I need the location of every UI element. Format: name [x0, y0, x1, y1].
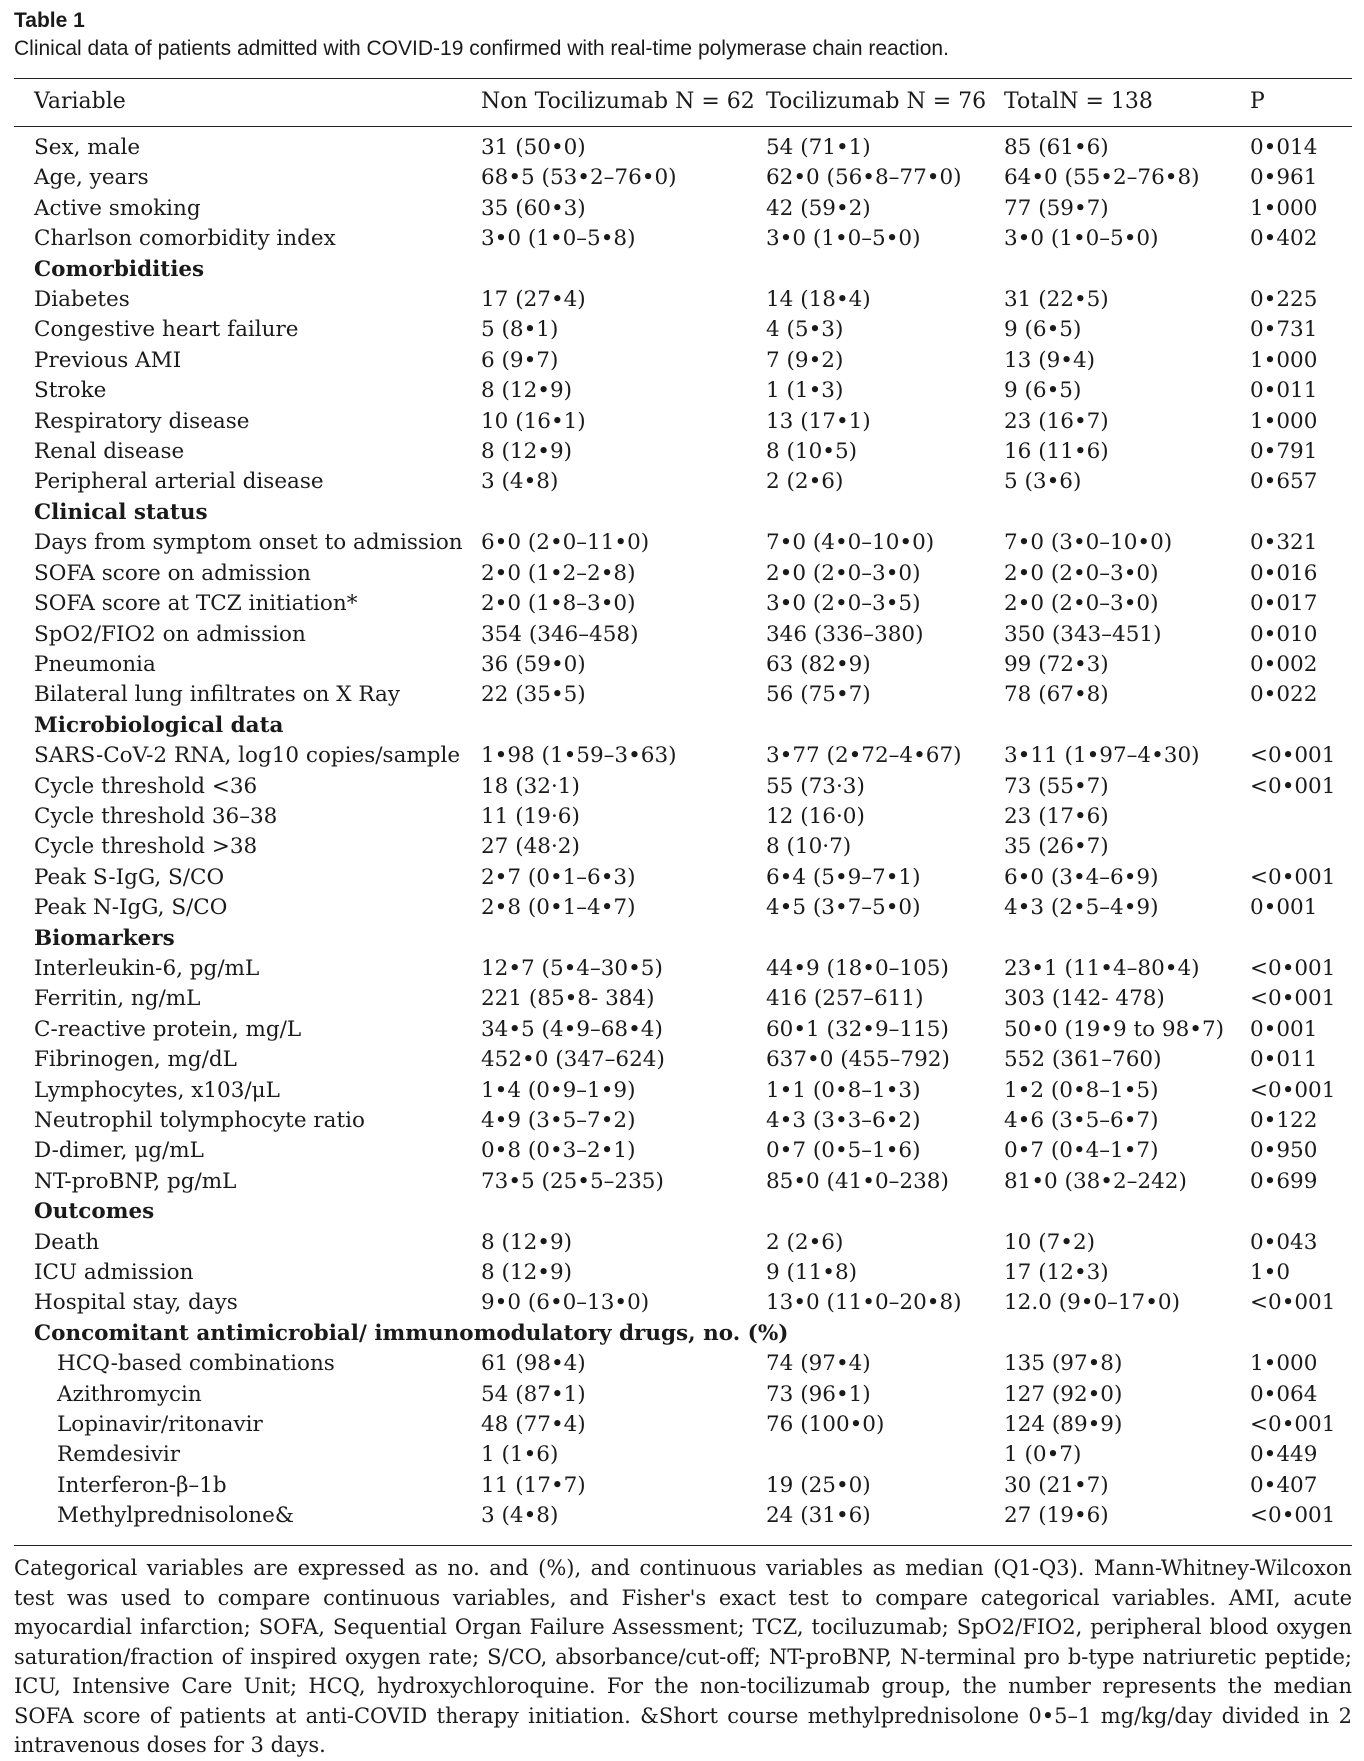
- table-row: [14, 589, 1352, 619]
- cell-tocilizumab: 54 (71•1): [766, 135, 871, 160]
- cell-tocilizumab: 73 (96•1): [766, 1381, 871, 1407]
- cell-tocilizumab: 13 (17•1): [766, 408, 871, 434]
- header-total: TotalN = 138: [1004, 89, 1153, 114]
- table-row: [14, 650, 1352, 680]
- cell-p-value: <0•001: [1250, 1412, 1336, 1438]
- cell-variable: Azithromycin: [57, 1381, 202, 1407]
- cell-p-value: 0•407: [1250, 1472, 1318, 1498]
- cell-variable: NT-proBNP, pg/mL: [34, 1168, 237, 1194]
- cell-variable: Interleukin-6, pg/mL: [34, 955, 260, 981]
- cell-total: 78 (67•8): [1004, 682, 1109, 708]
- cell-variable: Comorbidities: [34, 256, 205, 282]
- cell-variable: Hospital stay, days: [34, 1290, 238, 1316]
- cell-non-tocilizumab: 9•0 (6•0–13•0): [481, 1290, 650, 1316]
- cell-total: 135 (97•8): [1004, 1351, 1123, 1377]
- cell-non-tocilizumab: 61 (98•4): [481, 1351, 586, 1377]
- cell-tocilizumab: 42 (59•2): [766, 195, 871, 221]
- cell-total: 30 (21•7): [1004, 1472, 1109, 1498]
- cell-variable: Microbiological data: [34, 712, 284, 738]
- table-row: [14, 680, 1352, 710]
- cell-variable: HCQ-based combinations: [57, 1351, 335, 1377]
- cell-variable: Renal disease: [34, 439, 185, 465]
- cell-non-tocilizumab: 3•0 (1•0–5•8): [481, 226, 636, 252]
- cell-p-value: 0•017: [1250, 591, 1318, 617]
- cell-variable: Previous AMI: [34, 347, 182, 373]
- cell-tocilizumab: 346 (336–380): [766, 621, 924, 647]
- cell-variable: ICU admission: [34, 1260, 194, 1286]
- cell-p-value: 0•016: [1250, 560, 1318, 586]
- cell-total: 73 (55•7): [1004, 773, 1109, 799]
- cell-p-value: 0•001: [1250, 895, 1318, 921]
- cell-p-value: 0•014: [1250, 135, 1318, 160]
- cell-total: 350 (343–451): [1004, 621, 1162, 647]
- cell-variable: Biomarkers: [34, 925, 175, 951]
- cell-variable: Active smoking: [34, 195, 201, 221]
- cell-non-tocilizumab: 1•4 (0•9–1•9): [481, 1077, 636, 1103]
- table-row: [14, 559, 1352, 589]
- cell-p-value: 0•961: [1250, 165, 1318, 191]
- cell-tocilizumab: 12 (16·0): [766, 803, 865, 829]
- cell-total: 35 (26•7): [1004, 834, 1109, 860]
- cell-non-tocilizumab: 36 (59•0): [481, 651, 586, 677]
- cell-p-value: <0•001: [1250, 864, 1336, 890]
- table-row: [14, 467, 1352, 497]
- cell-non-tocilizumab: 3 (4•8): [481, 469, 559, 495]
- cell-tocilizumab: 637•0 (455–792): [766, 1047, 950, 1073]
- cell-tocilizumab: 2 (2•6): [766, 469, 844, 495]
- cell-p-value: 0•657: [1250, 469, 1318, 495]
- table-row: [14, 802, 1352, 832]
- table-row: [14, 163, 1352, 193]
- header-variable: Variable: [34, 89, 126, 114]
- cell-variable: Death: [34, 1229, 100, 1255]
- cell-variable: Outcomes: [34, 1199, 155, 1225]
- cell-total: 10 (7•2): [1004, 1229, 1096, 1255]
- cell-variable: Interferon-β–1b: [57, 1472, 227, 1498]
- cell-tocilizumab: 60•1 (32•9–115): [766, 1016, 949, 1042]
- cell-p-value: 0•002: [1250, 651, 1318, 677]
- cell-total: 81•0 (38•2–242): [1004, 1168, 1187, 1194]
- cell-tocilizumab: 63 (82•9): [766, 651, 871, 677]
- section-header-row: [14, 255, 1352, 285]
- table-row: [14, 315, 1352, 345]
- table-caption: Clinical data of patients admitted with COVID-19 confirmed with real-time polymerase chain reaction.: [14, 37, 949, 60]
- cell-variable: Stroke: [34, 378, 107, 404]
- cell-tocilizumab: 2•0 (2•0–3•0): [766, 560, 921, 586]
- cell-p-value: 0•791: [1250, 439, 1318, 465]
- cell-non-tocilizumab: 11 (17•7): [481, 1472, 586, 1498]
- cell-non-tocilizumab: 1 (1•6): [481, 1442, 559, 1468]
- cell-non-tocilizumab: 68•5 (53•2–76•0): [481, 165, 677, 191]
- table-row: [14, 954, 1352, 984]
- table-row: [14, 1076, 1352, 1106]
- cell-total: 23 (17•6): [1004, 803, 1109, 829]
- cell-variable: Cycle threshold <36: [34, 773, 258, 799]
- cell-total: 31 (22•5): [1004, 287, 1109, 313]
- header-non-tocilizumab: Non Tocilizumab N = 62: [481, 89, 755, 114]
- cell-total: 4•6 (3•5–6•7): [1004, 1108, 1159, 1133]
- table-row: [14, 376, 1352, 406]
- header-tocilizumab: Tocilizumab N = 76: [766, 89, 987, 114]
- table-row: [14, 285, 1352, 315]
- cell-total: 9 (6•5): [1004, 378, 1082, 404]
- bottom-rule: [14, 1545, 1352, 1546]
- cell-variable: Neutrophil tolymphocyte ratio: [34, 1108, 365, 1133]
- cell-tocilizumab: 4•3 (3•3–6•2): [766, 1108, 921, 1133]
- cell-tocilizumab: 13•0 (11•0–20•8): [766, 1290, 962, 1316]
- cell-total: 7•0 (3•0–10•0): [1004, 530, 1173, 556]
- cell-p-value: 0•022: [1250, 682, 1318, 708]
- cell-p-value: 1•000: [1250, 195, 1318, 221]
- cell-p-value: <0•001: [1250, 986, 1336, 1012]
- header-rule: [14, 126, 1352, 127]
- cell-p-value: 0•225: [1250, 287, 1318, 313]
- header-p: P: [1250, 89, 1265, 114]
- cell-tocilizumab: 3•0 (2•0–3•5): [766, 591, 921, 617]
- cell-non-tocilizumab: 73•5 (25•5–235): [481, 1168, 664, 1194]
- cell-non-tocilizumab: 48 (77•4): [481, 1412, 586, 1438]
- table-row: [14, 620, 1352, 650]
- cell-non-tocilizumab: 221 (85•8- 384): [481, 986, 655, 1012]
- cell-p-value: 1•000: [1250, 1351, 1318, 1377]
- cell-tocilizumab: 14 (18•4): [766, 287, 871, 313]
- cell-p-value: <0•001: [1250, 743, 1336, 769]
- cell-variable: Congestive heart failure: [34, 317, 299, 343]
- cell-p-value: <0•001: [1250, 1290, 1336, 1316]
- cell-total: 552 (361–760): [1004, 1047, 1162, 1073]
- cell-total: 13 (9•4): [1004, 347, 1096, 373]
- cell-tocilizumab: 74 (97•4): [766, 1351, 871, 1377]
- cell-variable: Ferritin, ng/mL: [34, 986, 201, 1012]
- cell-tocilizumab: 56 (75•7): [766, 682, 871, 708]
- cell-variable: SOFA score at TCZ initiation*: [34, 591, 358, 617]
- cell-non-tocilizumab: 54 (87•1): [481, 1381, 586, 1407]
- cell-variable: Lymphocytes, x103/μL: [34, 1077, 280, 1103]
- cell-tocilizumab: 0•7 (0•5–1•6): [766, 1138, 921, 1164]
- section-header-row: [14, 1319, 1352, 1349]
- cell-variable: Methylprednisolone&: [57, 1503, 295, 1529]
- table-footnote: Categorical variables are expressed as no. and (%), and continuous variables as median (Q1-Q3). Mann-Whitney-Wilcoxon test was used to compare continuous variables, and Fisher's exact test to compare categorical variables. AMI, acute myocardial infarction; SOFA, Sequential Organ Failure Assessment; TCZ, tociluzumab; SpO2/FIO2, peripheral blood oxygen saturation/fraction of inspired oxygen rate; S/CO, absorbance/cut-off; NT-proBNP, N-terminal pro b-type natriuretic peptide; ICU, Intensive Care Unit; HCQ, hydroxychloroquine. For the non-tocilizumab group, the number represents the median SOFA score of patients at anti-COVID therapy initiation. &Short course methylprednisolone 0•5–1 mg/kg/day divided in 2 intravenous doses for 3 days.: [14, 1556, 1352, 1757]
- cell-total: 50•0 (19•9 to 98•7): [1004, 1016, 1225, 1042]
- section-header-row: [14, 711, 1352, 741]
- cell-p-value: <0•001: [1250, 955, 1336, 981]
- cell-p-value: <0•001: [1250, 1077, 1336, 1103]
- cell-tocilizumab: 62•0 (56•8–77•0): [766, 165, 962, 191]
- cell-non-tocilizumab: 34•5 (4•9–68•4): [481, 1016, 663, 1042]
- cell-p-value: 0•321: [1250, 530, 1318, 556]
- cell-variable: SpO2/FIO2 on admission: [34, 621, 306, 647]
- cell-p-value: 0•122: [1250, 1108, 1318, 1133]
- cell-p-value: 0•001: [1250, 1016, 1318, 1042]
- cell-tocilizumab: 3•0 (1•0–5•0): [766, 226, 921, 252]
- cell-non-tocilizumab: 12•7 (5•4–30•5): [481, 955, 663, 981]
- cell-tocilizumab: 1 (1•3): [766, 378, 844, 404]
- cell-non-tocilizumab: 2•0 (1•2–2•8): [481, 560, 636, 586]
- table-row: [14, 1288, 1352, 1318]
- cell-total: 77 (59•7): [1004, 195, 1109, 221]
- cell-non-tocilizumab: 0•8 (0•3–2•1): [481, 1138, 636, 1164]
- table-row: [14, 741, 1352, 771]
- cell-total: 9 (6•5): [1004, 317, 1082, 343]
- cell-variable: D-dimer, μg/mL: [34, 1138, 204, 1164]
- cell-total: 1 (0•7): [1004, 1442, 1082, 1468]
- cell-p-value: 0•449: [1250, 1442, 1318, 1468]
- cell-total: 127 (92•0): [1004, 1381, 1123, 1407]
- table-row: [14, 772, 1352, 802]
- cell-non-tocilizumab: 8 (12•9): [481, 378, 573, 404]
- cell-non-tocilizumab: 2•7 (0•1–6•3): [481, 864, 636, 890]
- cell-non-tocilizumab: 4•9 (3•5–7•2): [481, 1108, 636, 1133]
- cell-non-tocilizumab: 35 (60•3): [481, 195, 586, 221]
- cell-tocilizumab: 9 (11•8): [766, 1260, 858, 1286]
- cell-non-tocilizumab: 22 (35•5): [481, 682, 586, 708]
- table-row: [14, 1380, 1352, 1410]
- cell-total: 64•0 (55•2–76•8): [1004, 165, 1200, 191]
- cell-variable: Charlson comorbidity index: [34, 226, 336, 252]
- cell-variable: Respiratory disease: [34, 408, 250, 434]
- cell-tocilizumab: 2 (2•6): [766, 1229, 844, 1255]
- table-row: [14, 346, 1352, 376]
- cell-variable: Concomitant antimicrobial/ immunomodulatory drugs, no. (%): [34, 1320, 789, 1346]
- table-container: [14, 8, 1352, 1757]
- cell-tocilizumab: 3•77 (2•72–4•67): [766, 743, 962, 769]
- cell-non-tocilizumab: 452•0 (347–624): [481, 1047, 665, 1073]
- cell-non-tocilizumab: 6•0 (2•0–11•0): [481, 530, 650, 556]
- cell-variable: Pneumonia: [34, 651, 156, 677]
- table-row: [14, 1410, 1352, 1440]
- cell-tocilizumab: 44•9 (18•0–105): [766, 955, 949, 981]
- cell-total: 23•1 (11•4–80•4): [1004, 955, 1200, 981]
- cell-non-tocilizumab: 6 (9•7): [481, 347, 559, 373]
- cell-total: 303 (142- 478): [1004, 986, 1165, 1012]
- section-header-row: [14, 1197, 1352, 1227]
- cell-tocilizumab: 6•4 (5•9–7•1): [766, 864, 921, 890]
- cell-non-tocilizumab: 18 (32·1): [481, 773, 580, 799]
- cell-variable: Age, years: [34, 165, 149, 191]
- cell-non-tocilizumab: 17 (27•4): [481, 287, 586, 313]
- cell-variable: Clinical status: [34, 499, 208, 525]
- table-row: [14, 1045, 1352, 1075]
- cell-total: 27 (19•6): [1004, 1503, 1109, 1529]
- cell-non-tocilizumab: 1•98 (1•59–3•63): [481, 743, 677, 769]
- cell-tocilizumab: 416 (257–611): [766, 986, 924, 1012]
- cell-p-value: 0•043: [1250, 1229, 1318, 1255]
- cell-p-value: 0•402: [1250, 226, 1318, 252]
- section-header-row: [14, 498, 1352, 528]
- cell-p-value: 0•011: [1250, 378, 1318, 404]
- cell-total: 99 (72•3): [1004, 651, 1109, 677]
- cell-variable: Remdesivir: [57, 1442, 180, 1468]
- table-row: [14, 1471, 1352, 1501]
- cell-tocilizumab: 8 (10·7): [766, 834, 852, 860]
- cell-total: 2•0 (2•0–3•0): [1004, 591, 1159, 617]
- table-row: [14, 984, 1352, 1014]
- cell-variable: Diabetes: [34, 287, 130, 313]
- cell-variable: Bilateral lung infiltrates on X Ray: [34, 682, 401, 708]
- cell-variable: Sex, male: [34, 135, 141, 160]
- cell-tocilizumab: 4 (5•3): [766, 317, 844, 343]
- table-row: [14, 893, 1352, 923]
- cell-p-value: 1•0: [1250, 1260, 1291, 1286]
- cell-non-tocilizumab: 3 (4•8): [481, 1503, 559, 1529]
- cell-total: 3•0 (1•0–5•0): [1004, 226, 1159, 252]
- cell-total: 4•3 (2•5–4•9): [1004, 895, 1159, 921]
- cell-p-value: <0•001: [1250, 1503, 1336, 1529]
- cell-total: 16 (11•6): [1004, 439, 1109, 465]
- cell-variable: Peak S-IgG, S/CO: [34, 864, 225, 890]
- cell-p-value: 1•000: [1250, 408, 1318, 434]
- table-row: [14, 437, 1352, 467]
- cell-tocilizumab: 19 (25•0): [766, 1472, 871, 1498]
- cell-tocilizumab: 76 (100•0): [766, 1412, 885, 1438]
- cell-total: 17 (12•3): [1004, 1260, 1109, 1286]
- table-row: [14, 1106, 1352, 1136]
- table-row: [14, 194, 1352, 224]
- cell-tocilizumab: 85•0 (41•0–238): [766, 1168, 949, 1194]
- table-row: [14, 1228, 1352, 1258]
- cell-variable: Cycle threshold 36–38: [34, 803, 278, 829]
- table-row: [14, 1136, 1352, 1166]
- cell-variable: Lopinavir/ritonavir: [57, 1412, 263, 1438]
- cell-non-tocilizumab: 8 (12•9): [481, 439, 573, 465]
- cell-p-value: <0•001: [1250, 773, 1336, 799]
- cell-non-tocilizumab: 5 (8•1): [481, 317, 559, 343]
- cell-p-value: 0•011: [1250, 1047, 1318, 1073]
- cell-variable: Peak N-IgG, S/CO: [34, 895, 228, 921]
- cell-p-value: 0•699: [1250, 1168, 1318, 1194]
- cell-total: 3•11 (1•97–4•30): [1004, 743, 1200, 769]
- cell-non-tocilizumab: 354 (346–458): [481, 621, 639, 647]
- cell-variable: Cycle threshold >38: [34, 834, 258, 860]
- table-row: [14, 1015, 1352, 1045]
- table-row: [14, 1258, 1352, 1288]
- cell-tocilizumab: 4•5 (3•7–5•0): [766, 895, 921, 921]
- cell-total: 85 (61•6): [1004, 135, 1109, 160]
- cell-p-value: 0•950: [1250, 1138, 1318, 1164]
- table-row: [14, 133, 1352, 163]
- cell-total: 6•0 (3•4–6•9): [1004, 864, 1159, 890]
- cell-total: 2•0 (2•0–3•0): [1004, 560, 1159, 586]
- cell-p-value: 0•731: [1250, 317, 1318, 343]
- cell-total: 0•7 (0•4–1•7): [1004, 1138, 1159, 1164]
- cell-total: 124 (89•9): [1004, 1412, 1123, 1438]
- cell-non-tocilizumab: 11 (19·6): [481, 803, 580, 829]
- cell-p-value: 0•010: [1250, 621, 1318, 647]
- top-rule: [14, 78, 1352, 79]
- table-row: [14, 407, 1352, 437]
- table-row: [14, 1501, 1352, 1531]
- table-row: [14, 1349, 1352, 1379]
- cell-p-value: 1•000: [1250, 347, 1318, 373]
- cell-non-tocilizumab: 8 (12•9): [481, 1260, 573, 1286]
- table-body: [14, 133, 1352, 1532]
- cell-tocilizumab: 7•0 (4•0–10•0): [766, 530, 935, 556]
- table-row: [14, 528, 1352, 558]
- cell-tocilizumab: 7 (9•2): [766, 347, 844, 373]
- cell-non-tocilizumab: 10 (16•1): [481, 408, 586, 434]
- cell-tocilizumab: 55 (73·3): [766, 773, 865, 799]
- cell-tocilizumab: 8 (10•5): [766, 439, 858, 465]
- cell-non-tocilizumab: 27 (48·2): [481, 834, 580, 860]
- table-row: [14, 224, 1352, 254]
- cell-non-tocilizumab: 31 (50•0): [481, 135, 586, 160]
- cell-variable: SOFA score on admission: [34, 560, 311, 586]
- cell-tocilizumab: 1•1 (0•8–1•3): [766, 1077, 921, 1103]
- cell-non-tocilizumab: 2•8 (0•1–4•7): [481, 895, 636, 921]
- table-row: [14, 863, 1352, 893]
- cell-total: 1•2 (0•8–1•5): [1004, 1077, 1159, 1103]
- table-row: [14, 832, 1352, 862]
- cell-total: 23 (16•7): [1004, 408, 1109, 434]
- cell-variable: Peripheral arterial disease: [34, 469, 324, 495]
- table-header-row: [14, 87, 1352, 117]
- cell-non-tocilizumab: 8 (12•9): [481, 1229, 573, 1255]
- cell-variable: SARS-CoV-2 RNA, log10 copies/sample: [34, 743, 461, 769]
- cell-total: 5 (3•6): [1004, 469, 1082, 495]
- cell-variable: Fibrinogen, mg/dL: [34, 1047, 237, 1073]
- table-number: Table 1: [14, 9, 85, 32]
- cell-tocilizumab: 24 (31•6): [766, 1503, 871, 1529]
- cell-p-value: 0•064: [1250, 1381, 1318, 1407]
- cell-total: 12.0 (9•0–17•0): [1004, 1290, 1180, 1316]
- cell-non-tocilizumab: 2•0 (1•8–3•0): [481, 591, 636, 617]
- cell-variable: Days from symptom onset to admission: [34, 530, 463, 556]
- cell-variable: C-reactive protein, mg/L: [34, 1016, 302, 1042]
- section-header-row: [14, 924, 1352, 954]
- table-row: [14, 1440, 1352, 1470]
- table-row: [14, 1167, 1352, 1197]
